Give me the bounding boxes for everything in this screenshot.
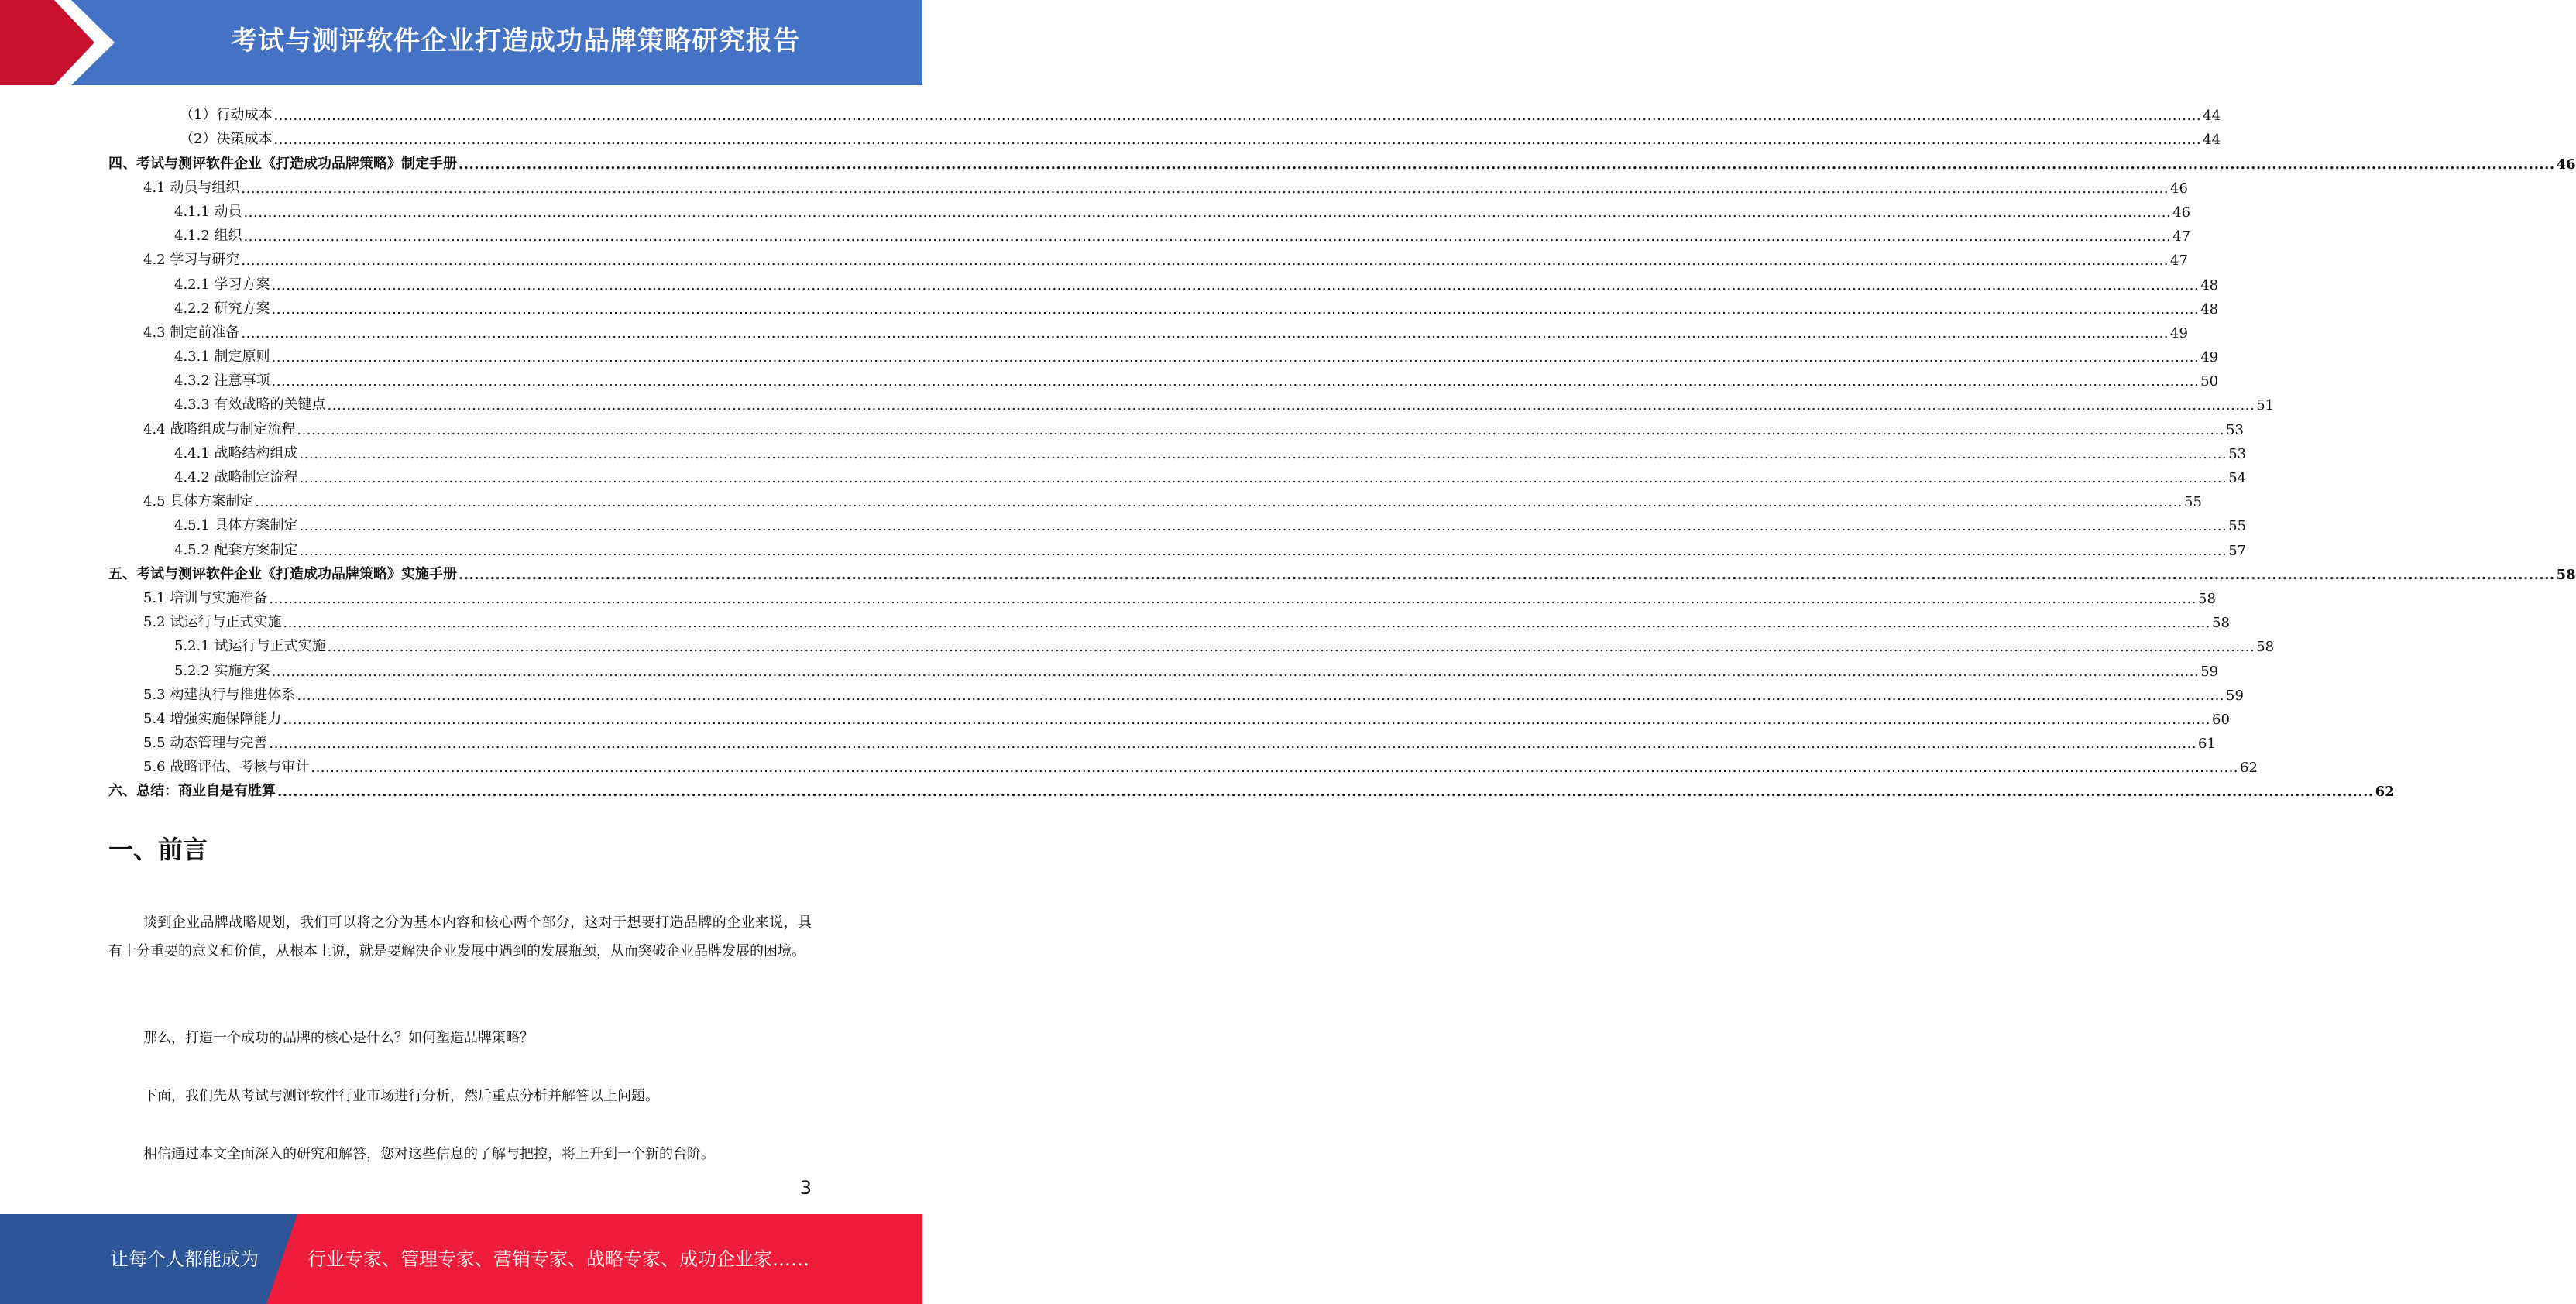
toc-leader-dots: ................................................................................................................................................................................................................................................................................................................................................................................................................ [271, 300, 2200, 317]
toc-entry-page: 55 [2184, 494, 2202, 511]
intro-paragraph-2: 那么，打造一个成功的品牌的核心是什么？如何塑造品牌策略？ [143, 1030, 534, 1046]
toc-leader-dots: ................................................................................................................................................................................................................................................................................................................................................................................................................ [311, 760, 2239, 777]
toc-entry-title: 5.4 增强实施保障能力 [143, 710, 282, 727]
toc-entry-title: 5.1 培训与实施准备 [143, 589, 268, 606]
toc-leader-dots: ................................................................................................................................................................................................................................................................................................................................................................................................................ [271, 373, 2200, 390]
toc-entry-title: 4.4.1 战略结构组成 [174, 444, 298, 462]
toc-entry[interactable] [108, 148, 2576, 173]
toc-entry[interactable] [108, 607, 2230, 632]
page-footer [0, 1214, 922, 1304]
toc-leader-dots: ................................................................................................................................................................................................................................................................................................................................................................................................................ [277, 784, 2374, 801]
intro-paragraph-3: 下面，我们先从考试与测评软件行业市场进行分析，然后重点分析并解答以上问题。 [143, 1088, 659, 1104]
toc-entry-page: 59 [2226, 687, 2244, 704]
toc-entry[interactable] [108, 776, 2395, 801]
toc-entry[interactable] [108, 293, 2219, 317]
toc-entry-title: 4.2.1 学习方案 [174, 276, 270, 293]
toc-entry[interactable] [108, 317, 2188, 341]
toc-leader-dots: ................................................................................................................................................................................................................................................................................................................................................................................................................ [459, 156, 2555, 173]
toc-entry-page: 59 [2200, 663, 2219, 680]
toc-entry-title: 5.6 战略评估、考核与审计 [143, 759, 310, 776]
intro-paragraph-4: 相信通过本文全面深入的研究和解答，您对这些信息的了解与把控，将上升到一个新的台阶。 [143, 1146, 715, 1162]
toc-leader-dots: ................................................................................................................................................................................................................................................................................................................................................................................................................ [271, 276, 2200, 293]
toc-entry[interactable] [108, 389, 2275, 414]
toc-leader-dots: ................................................................................................................................................................................................................................................................................................................................................................................................................ [297, 421, 2225, 438]
toc-entry-title: 5.2 试运行与正式实施 [143, 614, 282, 631]
toc-entry-page: 50 [2200, 373, 2219, 390]
toc-entry-title: 4.5 具体方案制定 [143, 493, 254, 510]
toc-entry[interactable] [108, 559, 2576, 583]
toc-entry-page: 46 [2556, 156, 2576, 173]
toc-entry[interactable] [108, 655, 2219, 680]
toc-entry-page: 62 [2375, 784, 2395, 801]
toc-entry-page: 49 [2170, 324, 2188, 341]
toc-entry[interactable] [108, 124, 2221, 149]
toc-entry-page: 46 [2170, 180, 2188, 197]
toc-entry-page: 44 [2203, 108, 2221, 125]
toc-leader-dots: ................................................................................................................................................................................................................................................................................................................................................................................................................ [243, 228, 2172, 245]
toc-entry-page: 48 [2200, 276, 2219, 293]
toc-entry-title: 4.4.2 战略制定流程 [174, 469, 298, 486]
toc-entry-title: 4.2.2 研究方案 [174, 300, 270, 317]
toc-entry[interactable] [108, 269, 2219, 293]
toc-entry[interactable] [108, 704, 2230, 728]
footer-slogan-right: 行业专家、管理专家、营销专家、战略专家、成功企业家…… [307, 1248, 809, 1270]
toc-entry-page: 54 [2228, 470, 2247, 486]
toc-entry-title: （1）行动成本 [180, 107, 273, 124]
toc-entry-title: 4.3.3 有效战略的关键点 [174, 396, 326, 414]
toc-entry[interactable] [108, 728, 2216, 753]
toc-leader-dots: ................................................................................................................................................................................................................................................................................................................................................................................................................ [283, 711, 2211, 728]
toc-entry[interactable] [108, 486, 2202, 511]
toc-entry-page: 46 [2172, 204, 2191, 221]
toc-entry-title: 4.1.1 动员 [174, 203, 242, 220]
toc-leader-dots: ................................................................................................................................................................................................................................................................................................................................................................................................................ [269, 590, 2197, 607]
toc-leader-dots: ................................................................................................................................................................................................................................................................................................................................................................................................................ [255, 494, 2183, 511]
toc-entry-page: 58 [2556, 566, 2576, 583]
toc-entry[interactable] [108, 100, 2221, 125]
toc-leader-dots: ................................................................................................................................................................................................................................................................................................................................................................................................................ [299, 542, 2227, 559]
toc-leader-dots: ................................................................................................................................................................................................................................................................................................................................................................................................................ [283, 615, 2211, 632]
toc-entry[interactable] [108, 245, 2188, 269]
toc-entry-page: 51 [2256, 397, 2275, 414]
toc-entry-page: 60 [2212, 711, 2230, 728]
toc-entry[interactable] [108, 221, 2191, 245]
toc-leader-dots: ................................................................................................................................................................................................................................................................................................................................................................................................................ [241, 252, 2169, 269]
toc-entry[interactable] [108, 365, 2219, 390]
toc-entry-page: 53 [2226, 421, 2244, 438]
toc-entry-title: 五、考试与测评软件企业《打造成功品牌策略》实施手册 [108, 565, 457, 582]
section-title: 一、前言 [108, 835, 208, 864]
toc-leader-dots: ................................................................................................................................................................................................................................................................................................................................................................................................................ [297, 687, 2225, 704]
toc-entry-title: 4.5.1 具体方案制定 [174, 517, 298, 534]
toc-entry-title: 5.3 构建执行与推进体系 [143, 686, 296, 703]
toc-leader-dots: ................................................................................................................................................................................................................................................................................................................................................................................................................ [327, 397, 2255, 414]
toc-entry[interactable] [108, 510, 2247, 535]
toc-entry[interactable] [108, 583, 2216, 607]
toc-leader-dots: ................................................................................................................................................................................................................................................................................................................................................................................................................ [271, 349, 2200, 366]
header-arrow-decoration [0, 0, 124, 85]
toc-entry-page: 61 [2198, 736, 2216, 753]
toc-entry-title: 4.3 制定前准备 [143, 324, 240, 341]
toc-entry-page: 47 [2172, 228, 2191, 245]
toc-entry[interactable] [108, 534, 2247, 559]
table-of-contents [108, 100, 2576, 801]
toc-leader-dots: ................................................................................................................................................................................................................................................................................................................................................................................................................ [299, 518, 2227, 535]
page-header [0, 0, 922, 85]
intro-paragraph-1: 谈到企业品牌战略规划，我们可以将之分为基本内容和核心两个部分，这对于想要打造品牌的企业来说，具有十分重要的意义和价值，从根本上说，就是要解决企业发展中遇到的发展瓶颈，从而突破企业品牌发展的困境。 [108, 915, 812, 959]
toc-leader-dots: ................................................................................................................................................................................................................................................................................................................................................................................................................ [269, 736, 2197, 753]
toc-entry-title: 四、考试与测评软件企业《打造成功品牌策略》制定手册 [108, 155, 457, 172]
toc-entry[interactable] [108, 462, 2247, 486]
toc-entry-title: 5.5 动态管理与完善 [143, 735, 268, 752]
footer-slogan-left: 让每个人都能成为 [110, 1248, 259, 1270]
toc-entry[interactable] [108, 341, 2219, 366]
header-title: 考试与测评软件企业打造成功品牌策略研究报告 [231, 26, 800, 57]
toc-leader-dots: ................................................................................................................................................................................................................................................................................................................................................................................................................ [327, 639, 2255, 656]
toc-leader-dots: ................................................................................................................................................................................................................................................................................................................................................................................................................ [273, 132, 2202, 149]
toc-entry[interactable] [108, 752, 2258, 777]
toc-entry-title: 4.2 学习与研究 [143, 252, 240, 269]
toc-leader-dots: ................................................................................................................................................................................................................................................................................................................................................................................................................ [299, 445, 2227, 462]
toc-entry-page: 49 [2200, 349, 2219, 366]
toc-entry-title: （2）决策成本 [180, 131, 273, 148]
toc-entry-page: 62 [2240, 760, 2258, 777]
toc-entry-title: 4.1 动员与组织 [143, 179, 240, 196]
toc-entry-page: 58 [2198, 590, 2216, 607]
toc-entry[interactable] [108, 197, 2191, 221]
toc-entry-page: 55 [2228, 518, 2247, 535]
toc-entry-title: 4.3.2 注意事项 [174, 372, 270, 389]
toc-entry-page: 57 [2228, 542, 2247, 559]
toc-entry-title: 4.4 战略组成与制定流程 [143, 420, 296, 438]
toc-leader-dots: ................................................................................................................................................................................................................................................................................................................................................................................................................ [299, 470, 2227, 486]
toc-entry-page: 58 [2212, 615, 2230, 632]
toc-entry-title: 4.3.1 制定原则 [174, 348, 270, 365]
toc-leader-dots: ................................................................................................................................................................................................................................................................................................................................................................................................................ [241, 324, 2169, 341]
toc-leader-dots: ................................................................................................................................................................................................................................................................................................................................................................................................................ [271, 663, 2200, 680]
toc-leader-dots: ................................................................................................................................................................................................................................................................................................................................................................................................................ [241, 180, 2169, 197]
toc-entry-page: 58 [2256, 639, 2275, 656]
toc-leader-dots: ................................................................................................................................................................................................................................................................................................................................................................................................................ [273, 108, 2202, 125]
toc-entry[interactable] [108, 173, 2188, 197]
toc-entry-page: 44 [2203, 132, 2221, 149]
toc-entry-page: 47 [2170, 252, 2188, 269]
toc-leader-dots: ................................................................................................................................................................................................................................................................................................................................................................................................................ [459, 566, 2555, 583]
toc-entry-title: 5.2.2 实施方案 [174, 662, 270, 679]
toc-entry-title: 4.5.2 配套方案制定 [174, 541, 298, 558]
toc-entry-title: 5.2.1 试运行与正式实施 [174, 638, 326, 655]
toc-entry[interactable] [108, 631, 2275, 656]
toc-entry-title: 4.1.2 组织 [174, 228, 242, 245]
page-number: 3 [799, 1177, 812, 1199]
toc-leader-dots: ................................................................................................................................................................................................................................................................................................................................................................................................................ [243, 204, 2172, 221]
toc-entry[interactable] [108, 680, 2244, 704]
toc-entry-page: 53 [2228, 445, 2247, 462]
toc-entry[interactable] [108, 438, 2247, 462]
toc-entry-page: 48 [2200, 300, 2219, 317]
toc-entry[interactable] [108, 414, 2244, 438]
toc-entry-title: 六、总结：商业自是有胜算 [108, 783, 276, 800]
